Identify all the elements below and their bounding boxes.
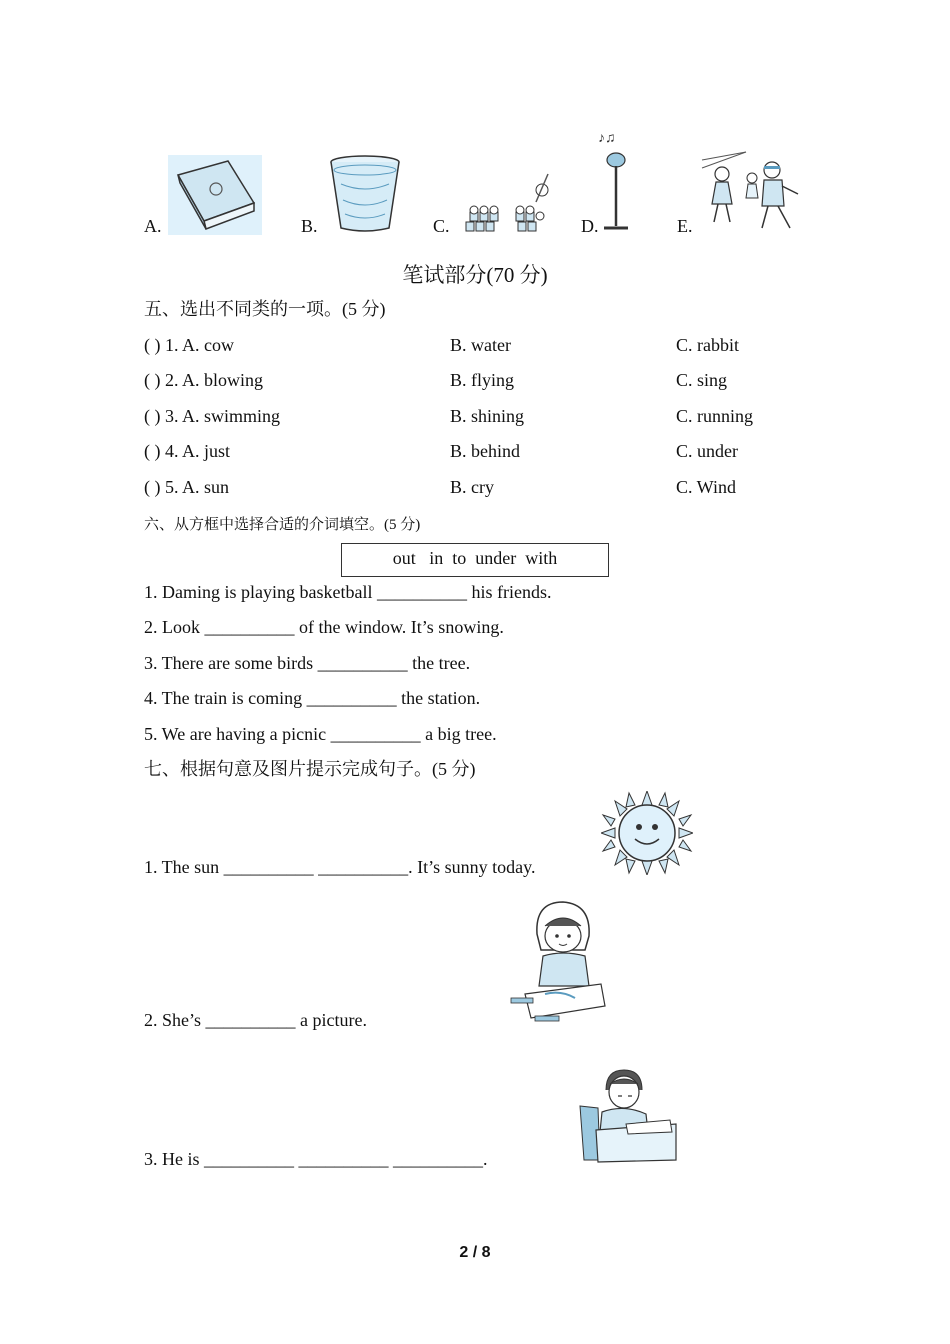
item-option-a: ( ) 4. A. just: [144, 441, 231, 461]
glass-of-water-icon: [327, 154, 403, 239]
list-item: 1. Daming is playing basketball __________ his friends.: [144, 582, 552, 602]
list-item: 2. Look __________ of the window. It’s snowing.: [144, 617, 504, 637]
word-box: out in to under with: [341, 543, 609, 577]
item-option-b: B. cry: [450, 477, 494, 497]
sun-icon: [601, 791, 693, 880]
cupcakes-icon: [462, 150, 550, 239]
option-c-label: C.: [433, 216, 450, 236]
list-item: 4. The train is coming __________ the station.: [144, 688, 481, 708]
item-option-c: C. running: [676, 406, 754, 426]
list-item: 5. We are having a picnic __________ a big tree.: [144, 724, 497, 744]
item-option-c: C. under: [676, 441, 738, 461]
option-a-label: A.: [144, 216, 162, 236]
section6-title: 六、从方框中选择合适的介词填空。(5 分): [144, 517, 421, 533]
item-option-c: C. rabbit: [676, 335, 739, 355]
option-d-label: D.: [581, 216, 599, 236]
list-item: 2. She’s __________ a picture.: [144, 1010, 367, 1030]
item-option-c: C. Wind: [676, 477, 736, 497]
item-option-b: B. behind: [450, 441, 520, 461]
written-part-title: 笔试部分(70 分): [402, 263, 548, 287]
item-option-b: B. flying: [450, 370, 515, 390]
microphone-icon: [596, 128, 636, 237]
item-option-a: ( ) 1. A. cow: [144, 335, 234, 355]
list-item: 3. He is __________ __________ __________.: [144, 1149, 488, 1169]
item-option-b: B. water: [450, 335, 511, 355]
svg-text:♪♫: ♪♫: [598, 131, 616, 146]
list-item: 1. The sun __________ __________. It’s sunny today.: [144, 857, 536, 877]
section7-title: 七、根据句意及图片提示完成句子。(5 分): [144, 759, 476, 779]
option-b-label: B.: [301, 216, 318, 236]
item-option-b: B. shining: [450, 406, 525, 426]
section5-title: 五、选出不同类的一项。(5 分): [144, 299, 386, 319]
list-item: 3. There are some birds __________ the tree.: [144, 653, 471, 673]
item-option-c: C. sing: [676, 370, 728, 390]
book-icon: [168, 155, 262, 240]
children-playing-icon: [700, 148, 804, 239]
option-e-label: E.: [677, 216, 693, 236]
item-option-a: ( ) 5. A. sun: [144, 477, 229, 497]
item-option-a: ( ) 3. A. swimming: [144, 406, 281, 426]
item-option-a: ( ) 2. A. blowing: [144, 370, 263, 390]
page-number: 2 / 8: [459, 1244, 491, 1261]
boy-reading-icon: [576, 1064, 680, 1171]
girl-drawing-icon: [505, 898, 609, 1035]
